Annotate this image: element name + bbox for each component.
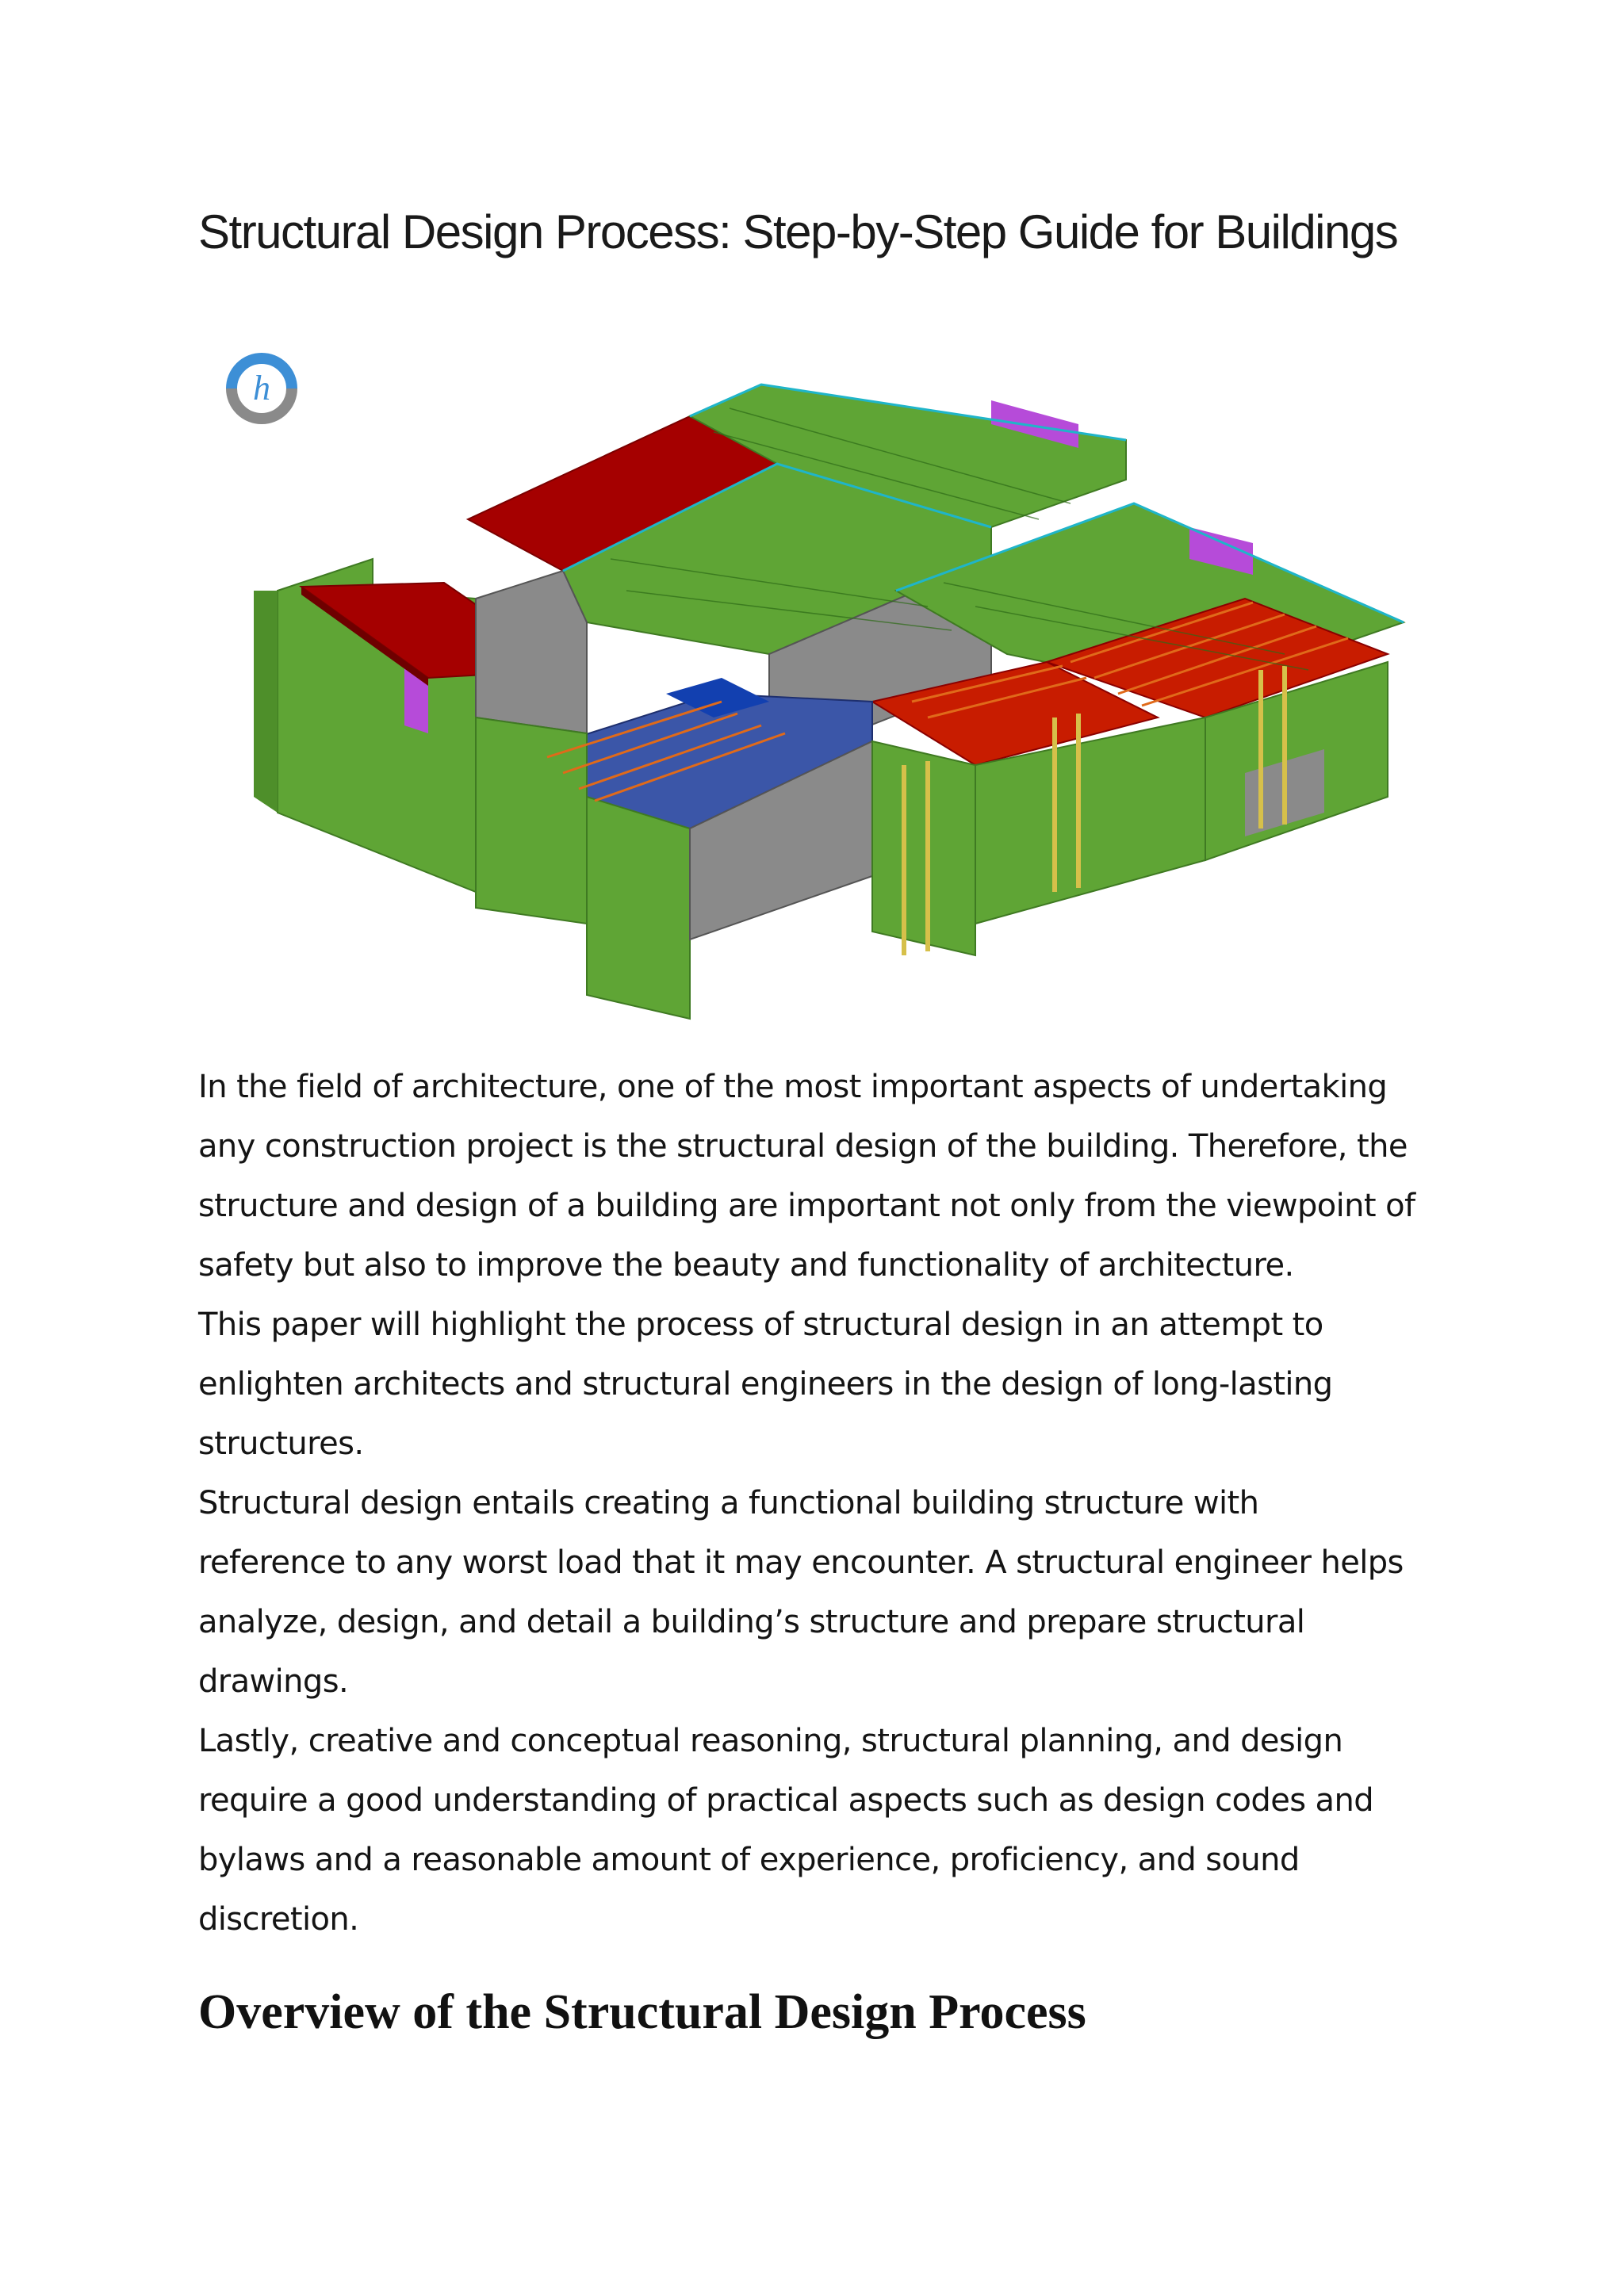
paragraph-line: In the field of architecture, one of the most important aspects of undertaking (198, 1069, 1388, 1105)
paragraph-line: structure and design of a building are important not only from the viewpoint of (198, 1188, 1415, 1224)
section-heading: Overview of the Structural Design Process (198, 1985, 1086, 2039)
body-paragraphs (198, 1058, 1467, 1950)
paragraph-line: safety but also to improve the beauty and functionality of architecture. (198, 1247, 1294, 1284)
paragraph-line: structures. (198, 1425, 364, 1462)
paragraph-line: drawings. (198, 1663, 349, 1700)
paragraph-line: This paper will highlight the process of structural design in an attempt to (198, 1307, 1323, 1343)
paragraph-line: analyze, design, and detail a building’s structure and prepare structural (198, 1604, 1305, 1640)
hitech-h-logo-icon (224, 350, 300, 427)
building-structural-model-image (214, 321, 1419, 1027)
paragraph-line: enlighten architects and structural engineers in the design of long-lasting (198, 1366, 1333, 1402)
svg-text:h: h (253, 369, 270, 408)
page-title: Structural Design Process: Step-by-Step Guide for Buildings (198, 205, 1398, 258)
paragraph-line: require a good understanding of practical aspects such as design codes and (198, 1782, 1374, 1819)
paragraph-line: any construction project is the structural design of the building. Therefore, the (198, 1128, 1408, 1165)
paragraph-line: Structural design entails creating a functional building structure with (198, 1485, 1259, 1521)
paragraph-line: reference to any worst load that it may encounter. A structural engineer helps (198, 1544, 1404, 1581)
paragraph-line: bylaws and a reasonable amount of experience, proficiency, and sound (198, 1842, 1300, 1878)
paragraph-line: Lastly, creative and conceptual reasoning, structural planning, and design (198, 1723, 1343, 1759)
paragraph-line: discretion. (198, 1901, 359, 1938)
